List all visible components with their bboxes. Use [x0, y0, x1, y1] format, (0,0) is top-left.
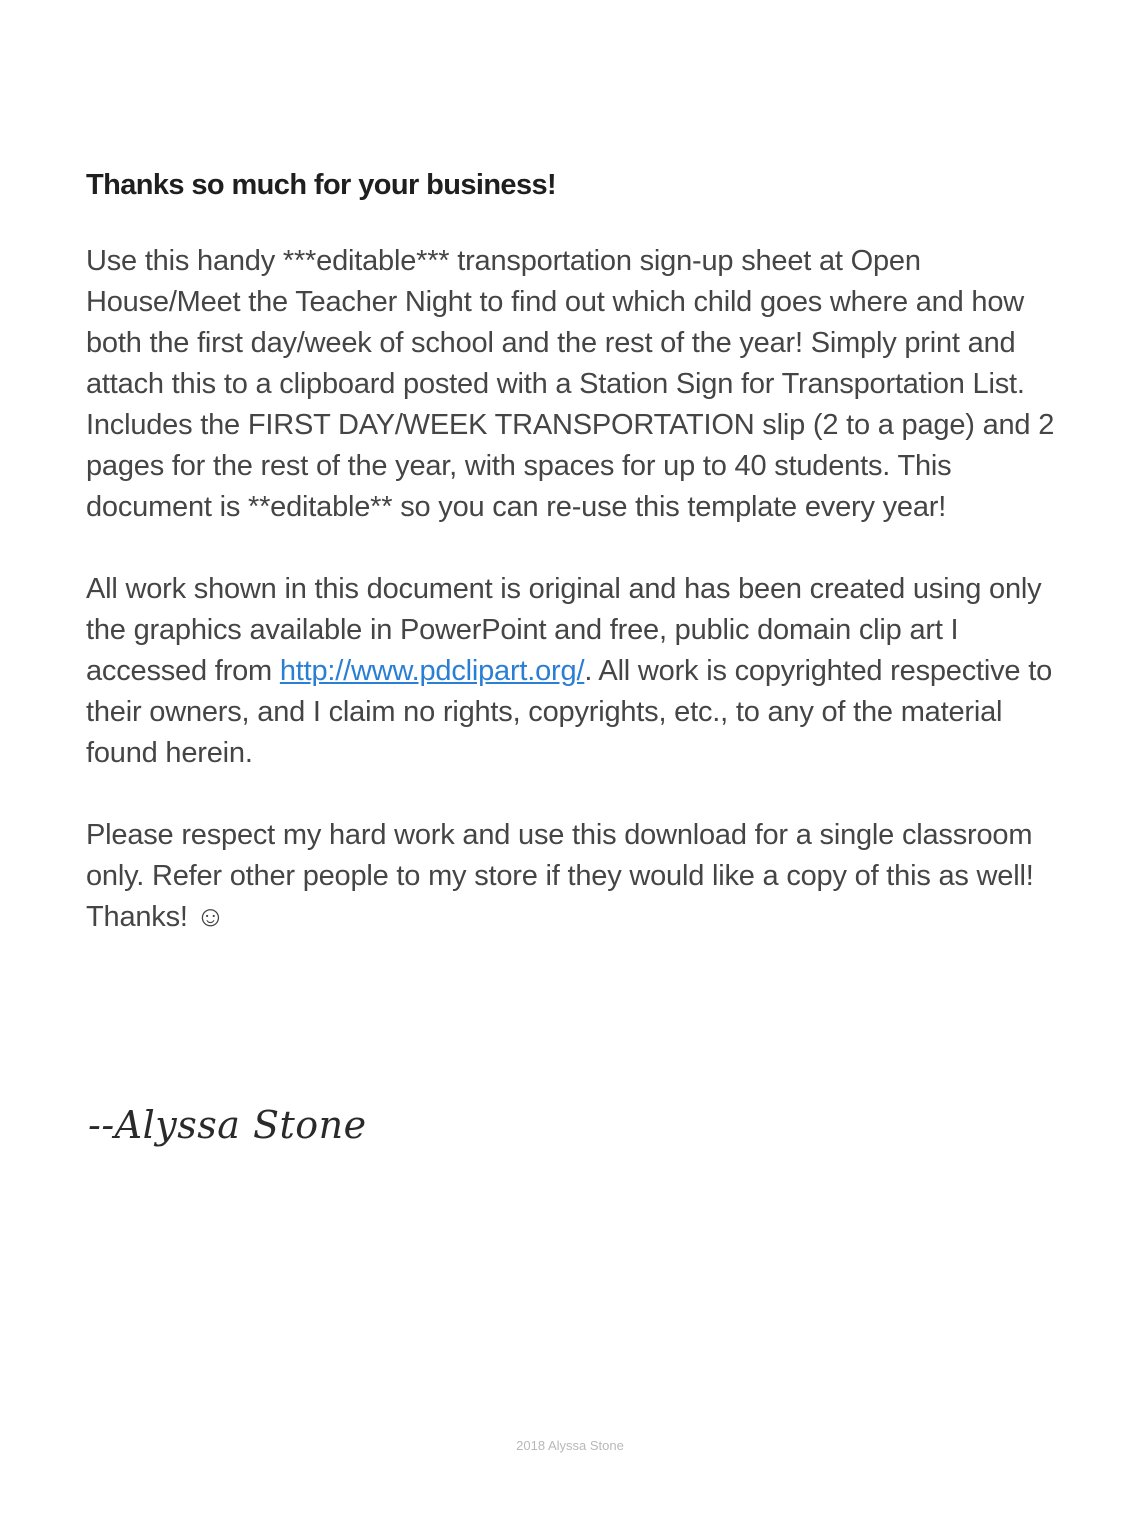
thanks-heading: Thanks so much for your business!: [86, 169, 557, 201]
page-footer: 2018 Alyssa Stone: [516, 1438, 624, 1453]
copyright-paragraph: [86, 569, 1071, 774]
usage-request-paragraph: Please respect my hard work and use this download for a single classroom only. Refer other people to my store if they would like a copy of this as well! Thanks! ☺: [86, 819, 1034, 933]
document-body: [86, 165, 1071, 979]
product-description-paragraph: Use this handy ***editable*** transportation sign-up sheet at Open House/Meet the Teacher Night to find out which child goes where and how both the first day/week of school and the rest of the year! Simply print and attach this to a clipboard posted with a Station Sign for Transportation List. Includes the FIRST DAY/WEEK TRANSPORTATION slip (2 to a page) and 2 pages for the rest of the year, with spaces for up to 40 students. This document is **editable** so you can re-use this template every year!: [86, 245, 1055, 523]
copyright-text-after-link: . All work is copyrighted respective to their owners, and I claim no rights, copyrights, etc., to any of the material found herein.: [86, 655, 1052, 769]
author-signature: --Alyssa Stone: [88, 1103, 367, 1147]
pdclipart-link[interactable]: http://www.pdclipart.org/: [279, 655, 585, 687]
copyright-text-before-link: All work shown in this document is original and has been created using only the graphics available in PowerPoint and free, public domain clip art I accessed from: [86, 573, 1042, 687]
